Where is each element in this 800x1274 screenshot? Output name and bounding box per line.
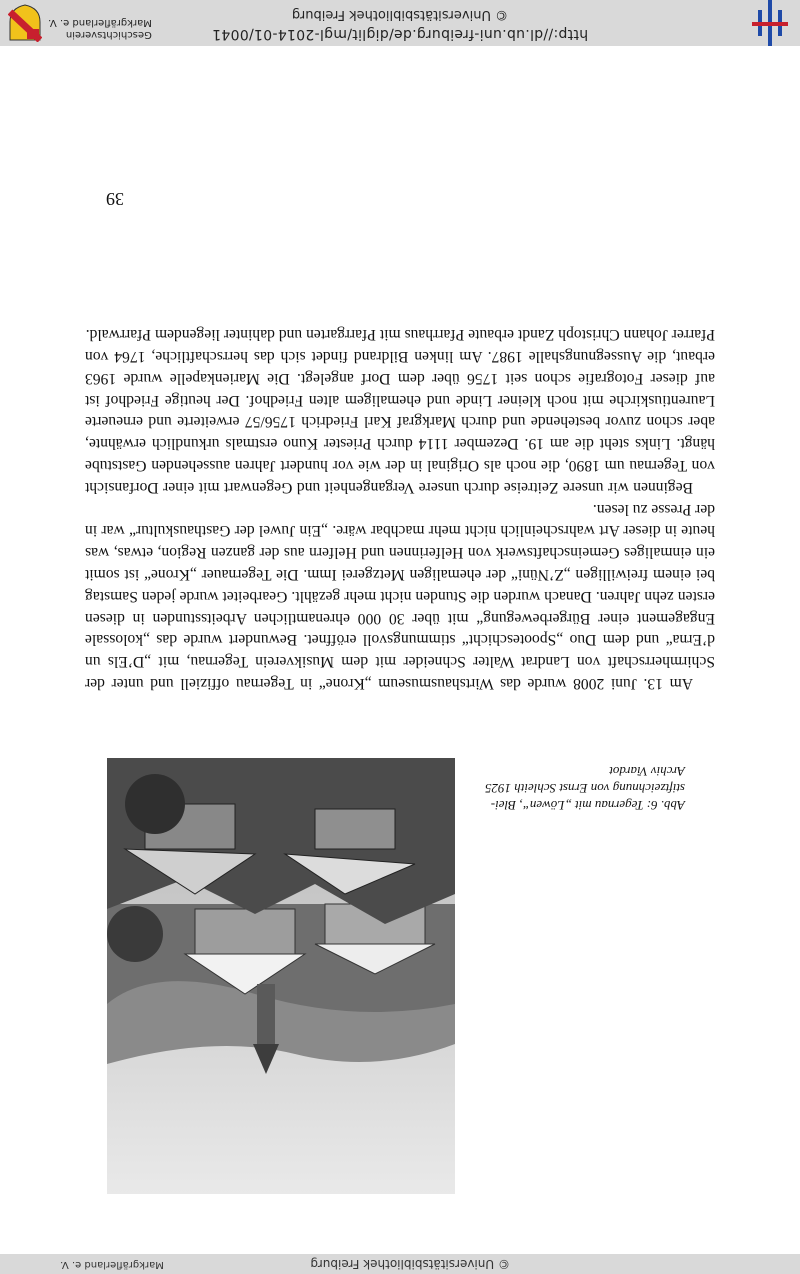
paragraph-1: Am 13. Juni 2008 wurde das Wirtshausmuseum „Krone“ in Tegernau offiziell und unter der Schirmherrschaft von Landrat Walter Schneider mit dem Musikverein Tegernau, mit „D’Els un d’Erna“ und dem Duo „Spooteschicht“ stimmungsvoll eröffnet. Bewundert wurde das „kolossale Engagement einer Bürgerbewegung“ mit über 30 000 ehrenamtlichen Arbeitsstunden in diesen ersten zehn Jahren. Danach wurden die Stunden nicht mehr gezählt. Gearbeitet wurde jeden Samstag bei einem freiwilligen „Z’Nüni“ der ehemaligen Metzgerei Imm. Die Tegernauer „Krone“ ist somit ein einmaliges Gemeinschaftswerk von Helferinnen und Helfern aus der ganzen Region, etwas, was heute in dieser Art wahrscheinlich nicht mehr machbar wäre. „Ein Juwel der Gasthauskultur“ war in der Presse zu lesen. bbox=[85, 500, 715, 692]
caption-line-2: stiftzeichnung von Ernst Schleith 1925 bbox=[484, 781, 685, 796]
footer-copyright: © Universitätsbibliothek Freiburg bbox=[310, 1257, 510, 1271]
figure-caption bbox=[470, 763, 685, 814]
caption-label: Abb. 6: bbox=[646, 798, 685, 813]
viewer-header bbox=[0, 0, 800, 46]
viewer-footer-inner bbox=[0, 1254, 800, 1274]
scanned-page-inner bbox=[0, 46, 800, 1254]
paragraph-2: Beginnen wir unsere Zeitreise durch unsere Vergangenheit und Gegenwart mit einer Dorfansicht von Tegernau um 1890, die noch als Original in der wie vor hundert Jahren aussehenden Gaststube hängt. Links steht die am 19. Dezember 1114 durch Priester Kuno erstmals urkundlich erwähnte, aber schon zuvor bestehende und durch Markgraf Karl Friedrich 1756/57 erweiterte und erneuerte Laurentiuskirche mit noch kleiner Linde und ehemaligem alten Friedhof. Der heutige Friedhof ist auf dieser Fotografie schon seit 1756 über dem Dorf angelegt. Die Marienkapelle wurde 1963 erbaut, die Aussegnungshalle 1987. Am linken Bildrand findet sich das herrschaftliche, 1764 von Pfarrer Johann Christoph Zandt erbaute Pfarrhaus mit Pfarrgarten und dahinter liegendem Pfarrwald. bbox=[85, 326, 715, 496]
society-line-2: Markgräflerland e. V. bbox=[48, 17, 152, 28]
ub-freiburg-logo-icon[interactable] bbox=[750, 0, 790, 46]
body-text bbox=[85, 323, 715, 694]
society-crest-icon[interactable] bbox=[8, 4, 42, 42]
caption-title: Tegernau mit „Löwen“, Blei- bbox=[490, 798, 644, 813]
society-line-1: Geschichtsverein bbox=[65, 29, 152, 40]
caption-line-1 bbox=[470, 797, 685, 814]
caption-line-3: Archiv Viardot bbox=[609, 764, 685, 779]
viewer-header-inner bbox=[0, 0, 800, 46]
society-name bbox=[48, 16, 152, 40]
viewer-footer bbox=[0, 1254, 800, 1274]
figure-drawing bbox=[107, 758, 455, 1194]
copyright-notice: © Universitätsbibliothek Freiburg bbox=[291, 7, 509, 22]
document-url[interactable]: http://dl.ub.uni-freiburg.de/diglit/mgl-2014-01/0041 bbox=[211, 26, 589, 42]
page-number: 39 bbox=[106, 189, 124, 209]
scanned-page bbox=[0, 46, 800, 1254]
village-drawing-image bbox=[107, 758, 455, 1194]
footer-society: Markgräflerland e. V. bbox=[60, 1259, 164, 1270]
